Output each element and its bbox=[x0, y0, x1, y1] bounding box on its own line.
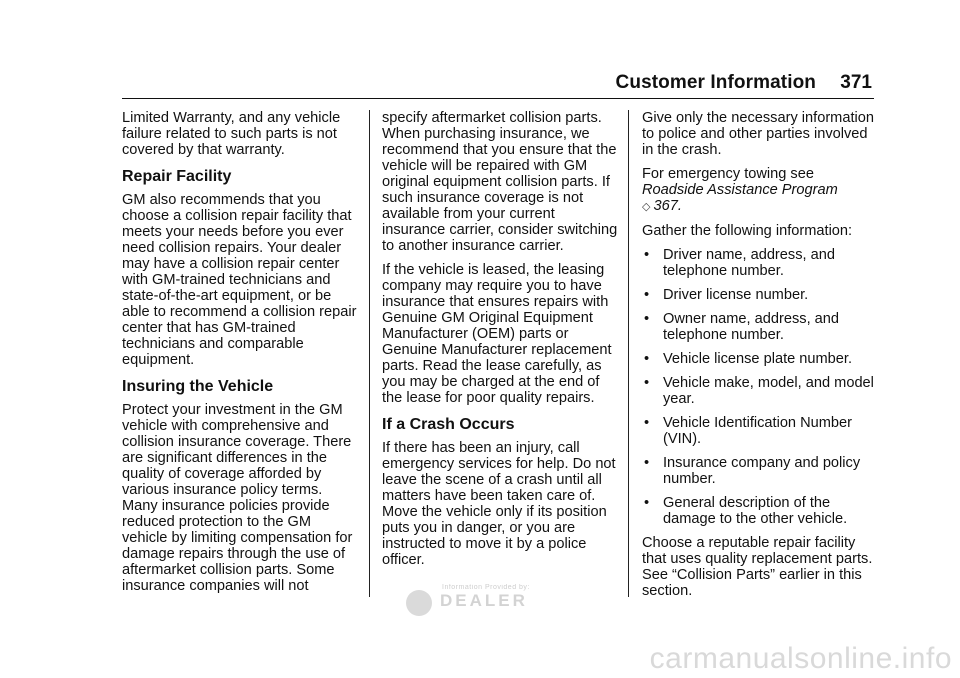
column-divider-1 bbox=[369, 110, 370, 597]
site-watermark: carmanualsonline.info bbox=[649, 642, 952, 675]
bullet-icon: • bbox=[644, 351, 650, 367]
watermark-caption: Information Provided by: bbox=[442, 584, 530, 591]
bullet-icon: • bbox=[644, 311, 650, 327]
list-item: • Driver license number. bbox=[644, 287, 809, 303]
info-checklist bbox=[642, 247, 878, 527]
page-ref-arrow-icon: ◇ bbox=[642, 201, 651, 213]
heading-crash-occurs: If a Crash Occurs bbox=[382, 416, 515, 433]
paragraph-gather: Gather the following information: bbox=[642, 223, 853, 239]
paragraph-aftermarket: specify aftermarket collision parts. When purchasing insurance, we recommend that you ensure that the vehicle will be repaired with GM original equipment collision parts. If such insurance coverage is not available from your current insurance carrier, consider switching to another insurance carrier. bbox=[382, 110, 618, 254]
paragraph-towing bbox=[642, 166, 878, 215]
bullet-icon: • bbox=[644, 495, 650, 511]
towing-text: For emergency towing see bbox=[642, 166, 814, 182]
list-item: • Vehicle license plate number. bbox=[644, 351, 853, 367]
bullet-icon: • bbox=[644, 455, 650, 471]
list-item: • Owner name, address, and telephone number. bbox=[644, 311, 840, 343]
column-divider-2 bbox=[628, 110, 629, 597]
page-section-title: Customer Information bbox=[615, 72, 816, 93]
text-column-1 bbox=[122, 110, 358, 602]
roadside-assistance-link[interactable]: Roadside Assistance Program bbox=[642, 182, 838, 198]
bullet-icon: • bbox=[644, 287, 650, 303]
text-column-2 bbox=[382, 110, 618, 576]
dealer-watermark bbox=[404, 584, 548, 618]
paragraph-crash: If there has been an injury, call emergency services for help. Do not leave the scene of a crash until all matters have been taken care of. Move the vehicle only if its position puts you in danger, or you are instructed to move it by a police officer. bbox=[382, 440, 616, 568]
list-item: • Vehicle make, model, and model year. bbox=[644, 375, 874, 407]
heading-repair-facility: Repair Facility bbox=[122, 168, 232, 185]
dealer-logo-icon bbox=[406, 590, 432, 616]
paragraph-repair-facility: GM also recommends that you choose a collision repair facility that meets your needs before you ever need collision repairs. Your dealer may have a collision repair center with GM-trained technicians and state-of-the-art equipment, or be able to recommend a collision repair center that has GM-trained technicians and comparable equipment. bbox=[122, 192, 357, 368]
page-number: 371 bbox=[840, 72, 872, 93]
heading-insuring-vehicle: Insuring the Vehicle bbox=[122, 378, 274, 395]
paragraph-leased: If the vehicle is leased, the leasing company may require you to have insurance that ensures repairs with Genuine GM Original Equipment Manufacturer (OEM) parts or Genuine Manufacturer replacement parts. Read the lease carefully, as you may be charged at the end of the lease for poor quality repairs. bbox=[382, 262, 612, 406]
paragraph-repair-choice: Choose a reputable repair facility that uses quality replacement parts. See “Collision Parts” earlier in this section. bbox=[642, 535, 873, 599]
page-header bbox=[122, 70, 874, 99]
bullet-icon: • bbox=[644, 415, 650, 431]
list-item: • Vehicle Identification Number (VIN). bbox=[644, 415, 853, 447]
watermark-brand: DEALER bbox=[440, 591, 528, 610]
list-item: • General description of the damage to the other vehicle. bbox=[644, 495, 848, 527]
bullet-icon: • bbox=[644, 375, 650, 391]
list-item: • Driver name, address, and telephone number. bbox=[644, 247, 835, 279]
paragraph-insuring: Protect your investment in the GM vehicle with comprehensive and collision insurance coverage. There are significant differences in the quality of coverage afforded by various insurance policy terms. Many insurance policies provide reduced protection to the GM vehicle by limiting compensation for damage repairs through the use of aftermarket collision parts. Some insurance companies will not bbox=[122, 402, 353, 594]
paragraph-necessary-info: Give only the necessary information to police and other parties involved in the crash. bbox=[642, 110, 874, 158]
paragraph-warranty: Limited Warranty, and any vehicle failure related to such parts is not covered by that warranty. bbox=[122, 110, 341, 158]
list-item: • Insurance company and policy number. bbox=[644, 455, 861, 487]
bullet-icon: • bbox=[644, 247, 650, 263]
text-column-3 bbox=[642, 110, 878, 607]
page-ref-number[interactable]: 367. bbox=[653, 198, 682, 214]
